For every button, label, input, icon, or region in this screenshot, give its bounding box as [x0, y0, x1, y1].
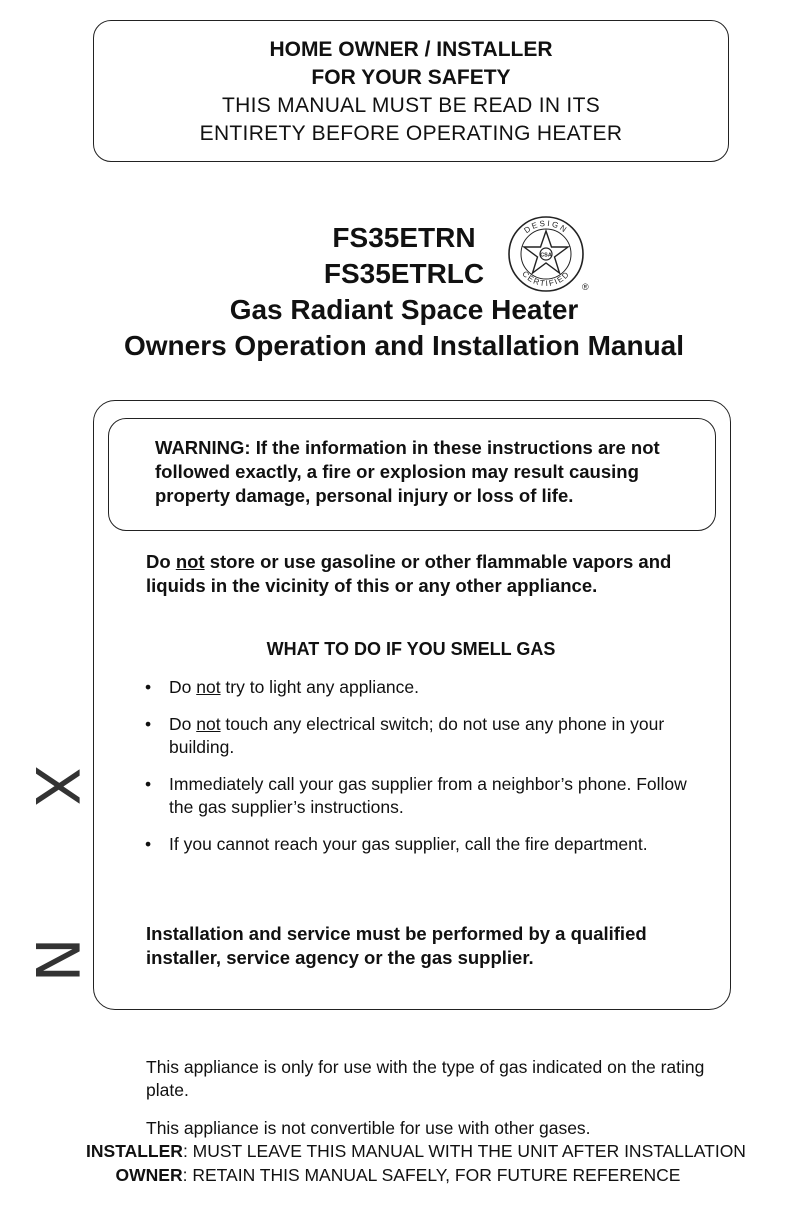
list-item: • Immediately call your gas supplier from a neighbor’s phone. Follow the gas supplier’s instructions. — [145, 774, 687, 817]
list-item: • If you cannot reach your gas supplier, call the fire department. — [145, 834, 648, 854]
title-block — [0, 220, 808, 364]
product-title: Gas Radiant Space Heater — [229, 294, 579, 325]
installation-notice: Installation and service must be performed by a qualified installer, service agency or the gas supplier. — [146, 923, 647, 968]
notice-line-3: THIS MANUAL MUST BE READ IN ITS — [221, 94, 601, 117]
notice-line-1: HOME OWNER / INSTALLER — [269, 38, 553, 61]
gas-type-note: This appliance is only for use with the type of gas indicated on the rating plate. — [146, 1057, 705, 1100]
seal-top-text: DESIGN — [522, 218, 570, 236]
seal-center-text: CSA — [540, 252, 552, 259]
design-certified-seal-icon — [506, 214, 590, 294]
side-letter-n: N — [21, 937, 91, 983]
model-number-2: FS35ETRLC — [323, 258, 485, 289]
owner-instruction: OWNER: RETAIN THIS MANUAL SAFELY, FOR FUTURE REFERENCE — [115, 1165, 681, 1185]
warning-text: WARNING: If the information in these instructions are not followed exactly, a fire or explosion may result causing property damage, personal injury or loss of life. — [155, 437, 660, 506]
list-item: • Do not try to light any appliance. — [145, 677, 420, 697]
safety-notice-box — [93, 20, 729, 162]
model-number-1: FS35ETRN — [332, 222, 476, 253]
storage-warning: Do not store or use gasoline or other flammable vapors and liquids in the vicinity of this or any other appliance. — [146, 551, 672, 596]
registered-mark: ® — [582, 282, 589, 292]
list-item: • Do not touch any electrical switch; do not use any phone in your building. — [145, 714, 665, 757]
smell-gas-list — [143, 676, 703, 870]
installer-instruction: INSTALLER: MUST LEAVE THIS MANUAL WITH THE UNIT AFTER INSTALLATION — [86, 1141, 746, 1161]
smell-gas-heading: WHAT TO DO IF YOU SMELL GAS — [266, 639, 556, 659]
seal-bottom-text: CERTIFIED — [520, 269, 572, 289]
not-convertible-note: This appliance is not convertible for use with other gases. — [146, 1118, 591, 1138]
manual-title: Owners Operation and Installation Manual — [123, 330, 685, 361]
side-letter-x: X — [21, 765, 91, 807]
notice-line-2: FOR YOUR SAFETY — [311, 66, 511, 89]
notice-line-4: ENTIRETY BEFORE OPERATING HEATER — [199, 122, 623, 145]
